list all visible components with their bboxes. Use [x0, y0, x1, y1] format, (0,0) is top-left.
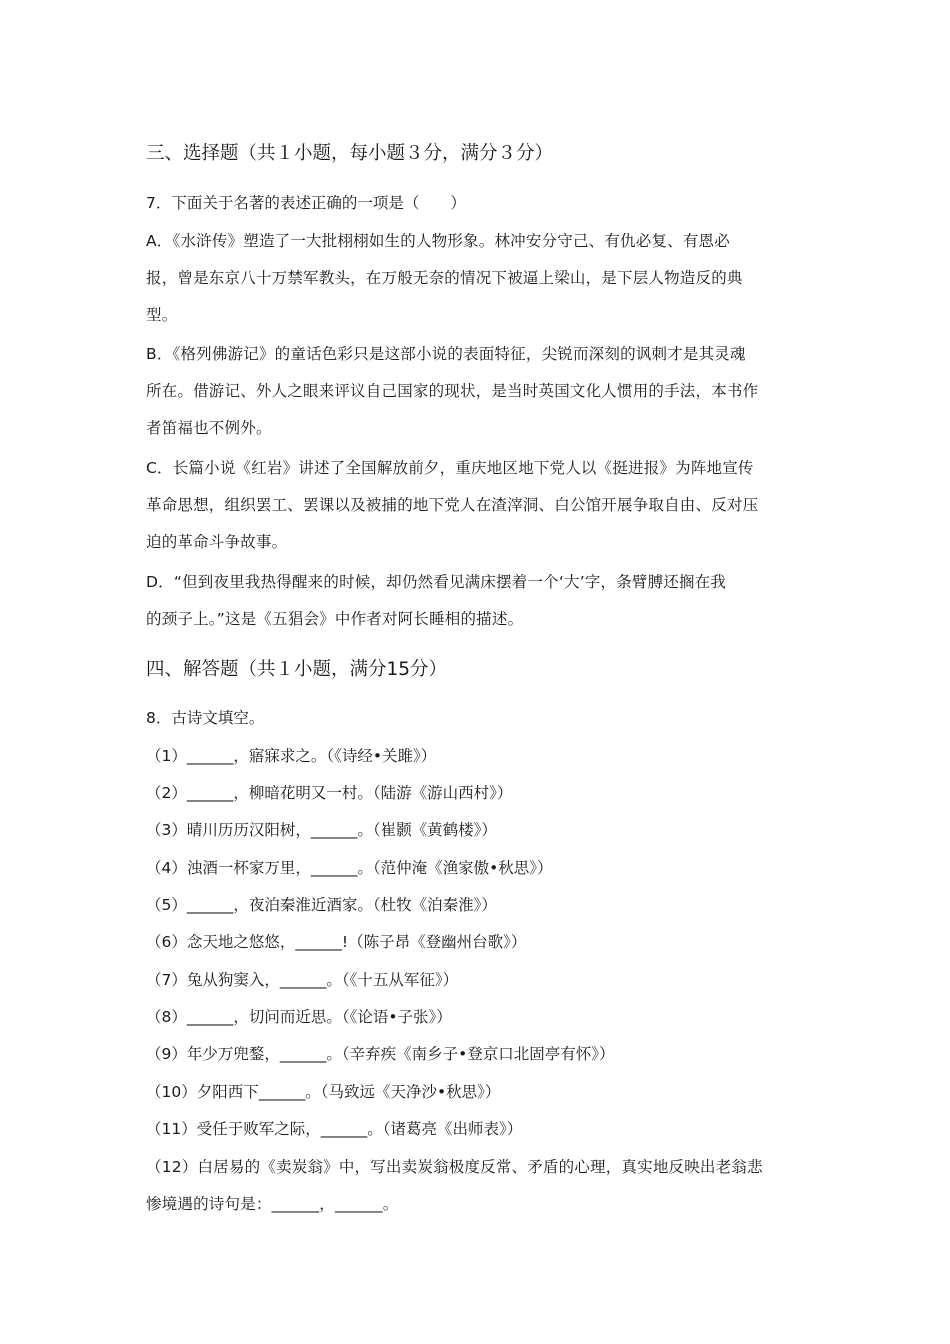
question-8-item-12-line-1: （12）白居易的《卖炭翁》中，写出卖炭翁极度反常、矛盾的心理，真实地反映出老翁悲 — [146, 1158, 763, 1176]
question-8-item-1: （1）______，寤寐求之。（《诗经•关雎》） — [146, 747, 437, 765]
question-7-option-a-line-1: A．《水浒传》塑造了一大批栩栩如生的人物形象。林冲安分守己、有仇必复、有恩必 — [146, 232, 730, 250]
question-8-item-5: （5）______，夜泊秦淮近酒家。（杜牧《泊秦淮》） — [146, 896, 497, 914]
question-7-option-c-line-3: 迫的革命斗争故事。 — [146, 533, 288, 551]
question-7-option-a-line-3: 型。 — [146, 306, 178, 324]
question-7-option-c-line-1: C．长篇小说《红岩》讲述了全国解放前夕，重庆地区地下党人以《挺进报》为阵地宣传 — [146, 459, 754, 477]
question-8-item-12-line-2: 惨境遇的诗句是：______，______。 — [146, 1195, 399, 1213]
question-7-option-b-line-3: 者笛福也不例外。 — [146, 419, 272, 437]
question-8-item-6: （6）念天地之悠悠，______!（陈子昂《登幽州台歌》） — [146, 933, 527, 951]
question-7-option-d-line-2: 的颈子上。”这是《五猖会》中作者对阿长睡相的描述。 — [146, 610, 524, 628]
question-7-option-b-line-1: B．《格列佛游记》的童话色彩只是这部小说的表面特征，尖锐而深刻的讽刺才是其灵魂 — [146, 345, 746, 363]
section-3-title: 三、选择题（共１小题，每小题３分，满分３分） — [146, 143, 554, 164]
question-7-option-d-line-1: D．“但到夜里我热得醒来的时候，却仍然看见满床摆着一个‘大’字，条臂膊还搁在我 — [146, 573, 727, 591]
question-8-item-9: （9）年少万兜鍪，______。（辛弃疾《南乡子•登京口北固亭有怀》） — [146, 1045, 615, 1063]
question-8-stem: 8．古诗文填空。 — [146, 709, 265, 727]
question-7-option-c-line-2: 革命思想，组织罢工、罢课以及被捕的地下党人在渣滓洞、白公馆开展争取自由、反对压 — [146, 496, 759, 514]
question-8-item-4: （4）浊酒一杯家万里，______。（范仲淹《渔家傲•秋思》） — [146, 859, 553, 877]
question-8-item-7: （7）兔从狗窦入，______。（《十五从军征》） — [146, 971, 459, 989]
question-8-item-3: （3）晴川历历汉阳树，______。（崔颢《黄鹤楼》） — [146, 821, 497, 839]
section-4-title: 四、解答题（共１小题，满分15分） — [146, 659, 448, 680]
question-7-option-a-line-2: 报，曾是东京八十万禁军教头，在万般无奈的情况下被逼上梁山，是下层人物造反的典 — [146, 269, 743, 287]
question-8-item-8: （8）______，切问而近思。（《论语•子张》） — [146, 1008, 452, 1026]
question-8-item-10: （10）夕阳西下______。（马致远《天净沙•秋思》） — [146, 1083, 501, 1101]
question-8-item-11: （11）受任于败军之际，______。（诸葛亮《出师表》） — [146, 1120, 523, 1138]
question-8-item-2: （2）______，柳暗花明又一村。（陆游《游山西村》） — [146, 784, 513, 802]
question-7-stem: 7．下面关于名著的表述正确的一项是（ ） — [146, 194, 466, 212]
question-7-option-b-line-2: 所在。借游记、外人之眼来评议自己国家的现状，是当时英国文化人惯用的手法，本书作 — [146, 382, 759, 400]
